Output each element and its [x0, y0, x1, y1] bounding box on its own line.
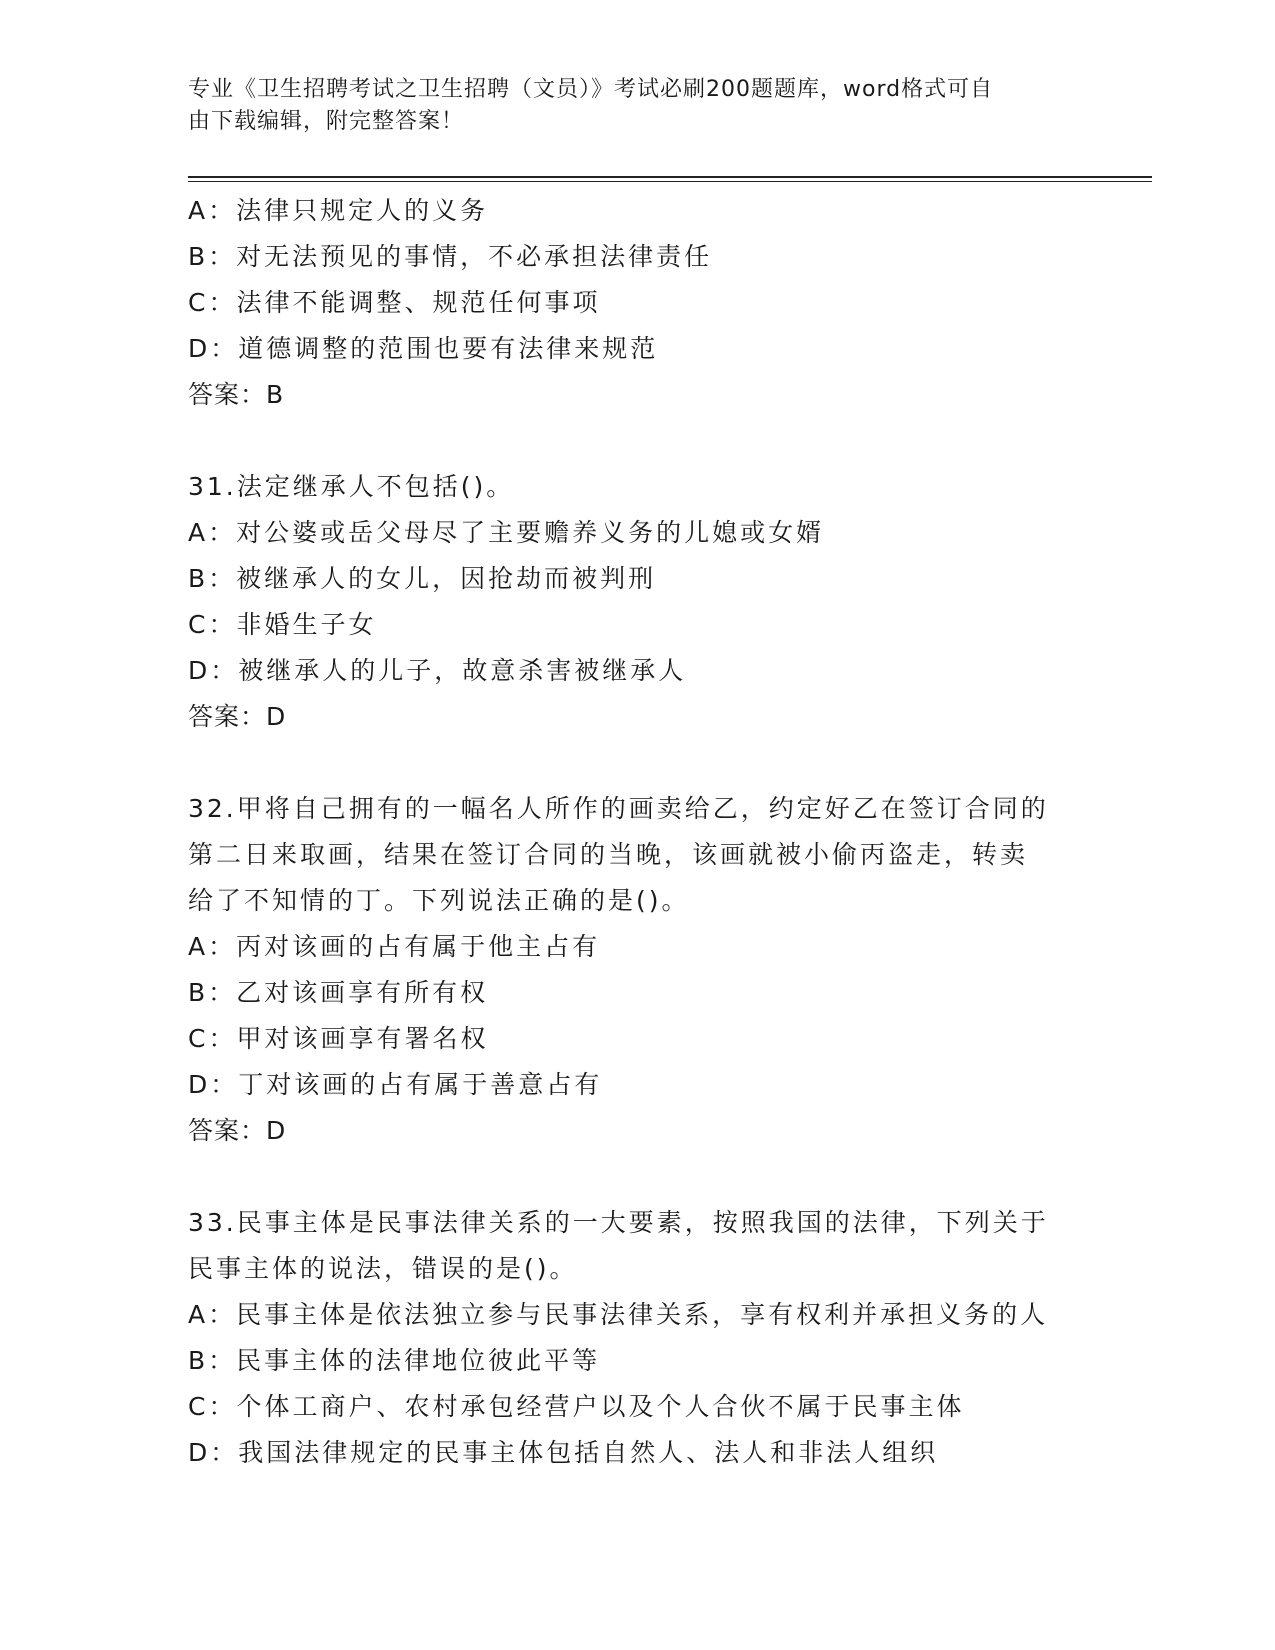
- option-a: A：民事主体是依法独立参与民事法律关系，享有权利并承担义务的人: [188, 1300, 1049, 1329]
- question-stem: 31.法定继承人不包括()。: [188, 472, 515, 501]
- document-header: [188, 74, 1088, 138]
- question-31: [188, 464, 1118, 740]
- option-d: D：我国法律规定的民事主体包括自然人、法人和非法人组织: [188, 1438, 939, 1467]
- option-c: C：甲对该画享有署名权: [188, 1024, 489, 1053]
- option-c: C：非婚生子女: [188, 610, 377, 639]
- header-line-2: 由下载编辑，附完整答案！: [188, 109, 465, 134]
- question-stem-line-1: 32.甲将自己拥有的一幅名人所作的画卖给乙，约定好乙在签订合同的: [188, 794, 1049, 823]
- option-b: B：乙对该画享有所有权: [188, 978, 489, 1007]
- answer-line: 答案：D: [188, 1116, 287, 1145]
- spacer: [188, 418, 1118, 464]
- header-divider-thin: [188, 181, 1152, 182]
- question-list: [188, 188, 1118, 1476]
- question-stem-line-3: 给了不知情的丁。下列说法正确的是()。: [188, 886, 690, 915]
- question-stem-line-2: 民事主体的说法，错误的是()。: [188, 1254, 578, 1283]
- answer-line: 答案：B: [188, 380, 285, 409]
- question-32: [188, 786, 1118, 1154]
- option-d: D：被继承人的儿子，故意杀害被继承人: [188, 656, 687, 685]
- option-b: B：被继承人的女儿，因抢劫而被判刑: [188, 564, 657, 593]
- option-c: C：个体工商户、农村承包经营户以及个人合伙不属于民事主体: [188, 1392, 965, 1421]
- question-continued: [188, 188, 1118, 418]
- option-d: D：道德调整的范围也要有法律来规范: [188, 334, 659, 363]
- option-a: A：法律只规定人的义务: [188, 196, 489, 225]
- option-c: C：法律不能调整、规范任何事项: [188, 288, 601, 317]
- option-a: A：丙对该画的占有属于他主占有: [188, 932, 601, 961]
- option-a: A：对公婆或岳父母尽了主要赡养义务的儿媳或女婿: [188, 518, 825, 547]
- option-b: B：民事主体的法律地位彼此平等: [188, 1346, 601, 1375]
- question-33: [188, 1200, 1118, 1476]
- option-d: D：丁对该画的占有属于善意占有: [188, 1070, 603, 1099]
- question-stem-line-1: 33.民事主体是民事法律关系的一大要素，按照我国的法律，下列关于: [188, 1208, 1049, 1237]
- answer-line: 答案：D: [188, 702, 287, 731]
- header-divider-thick: [188, 176, 1152, 178]
- spacer: [188, 1154, 1118, 1200]
- header-line-1: 专业《卫生招聘考试之卫生招聘（文员）》考试必刷200题题库，word格式可自: [188, 77, 994, 102]
- spacer: [188, 740, 1118, 786]
- option-b: B：对无法预见的事情，不必承担法律责任: [188, 242, 713, 271]
- question-stem-line-2: 第二日来取画，结果在签订合同的当晚，该画就被小偷丙盗走，转卖: [188, 840, 1029, 869]
